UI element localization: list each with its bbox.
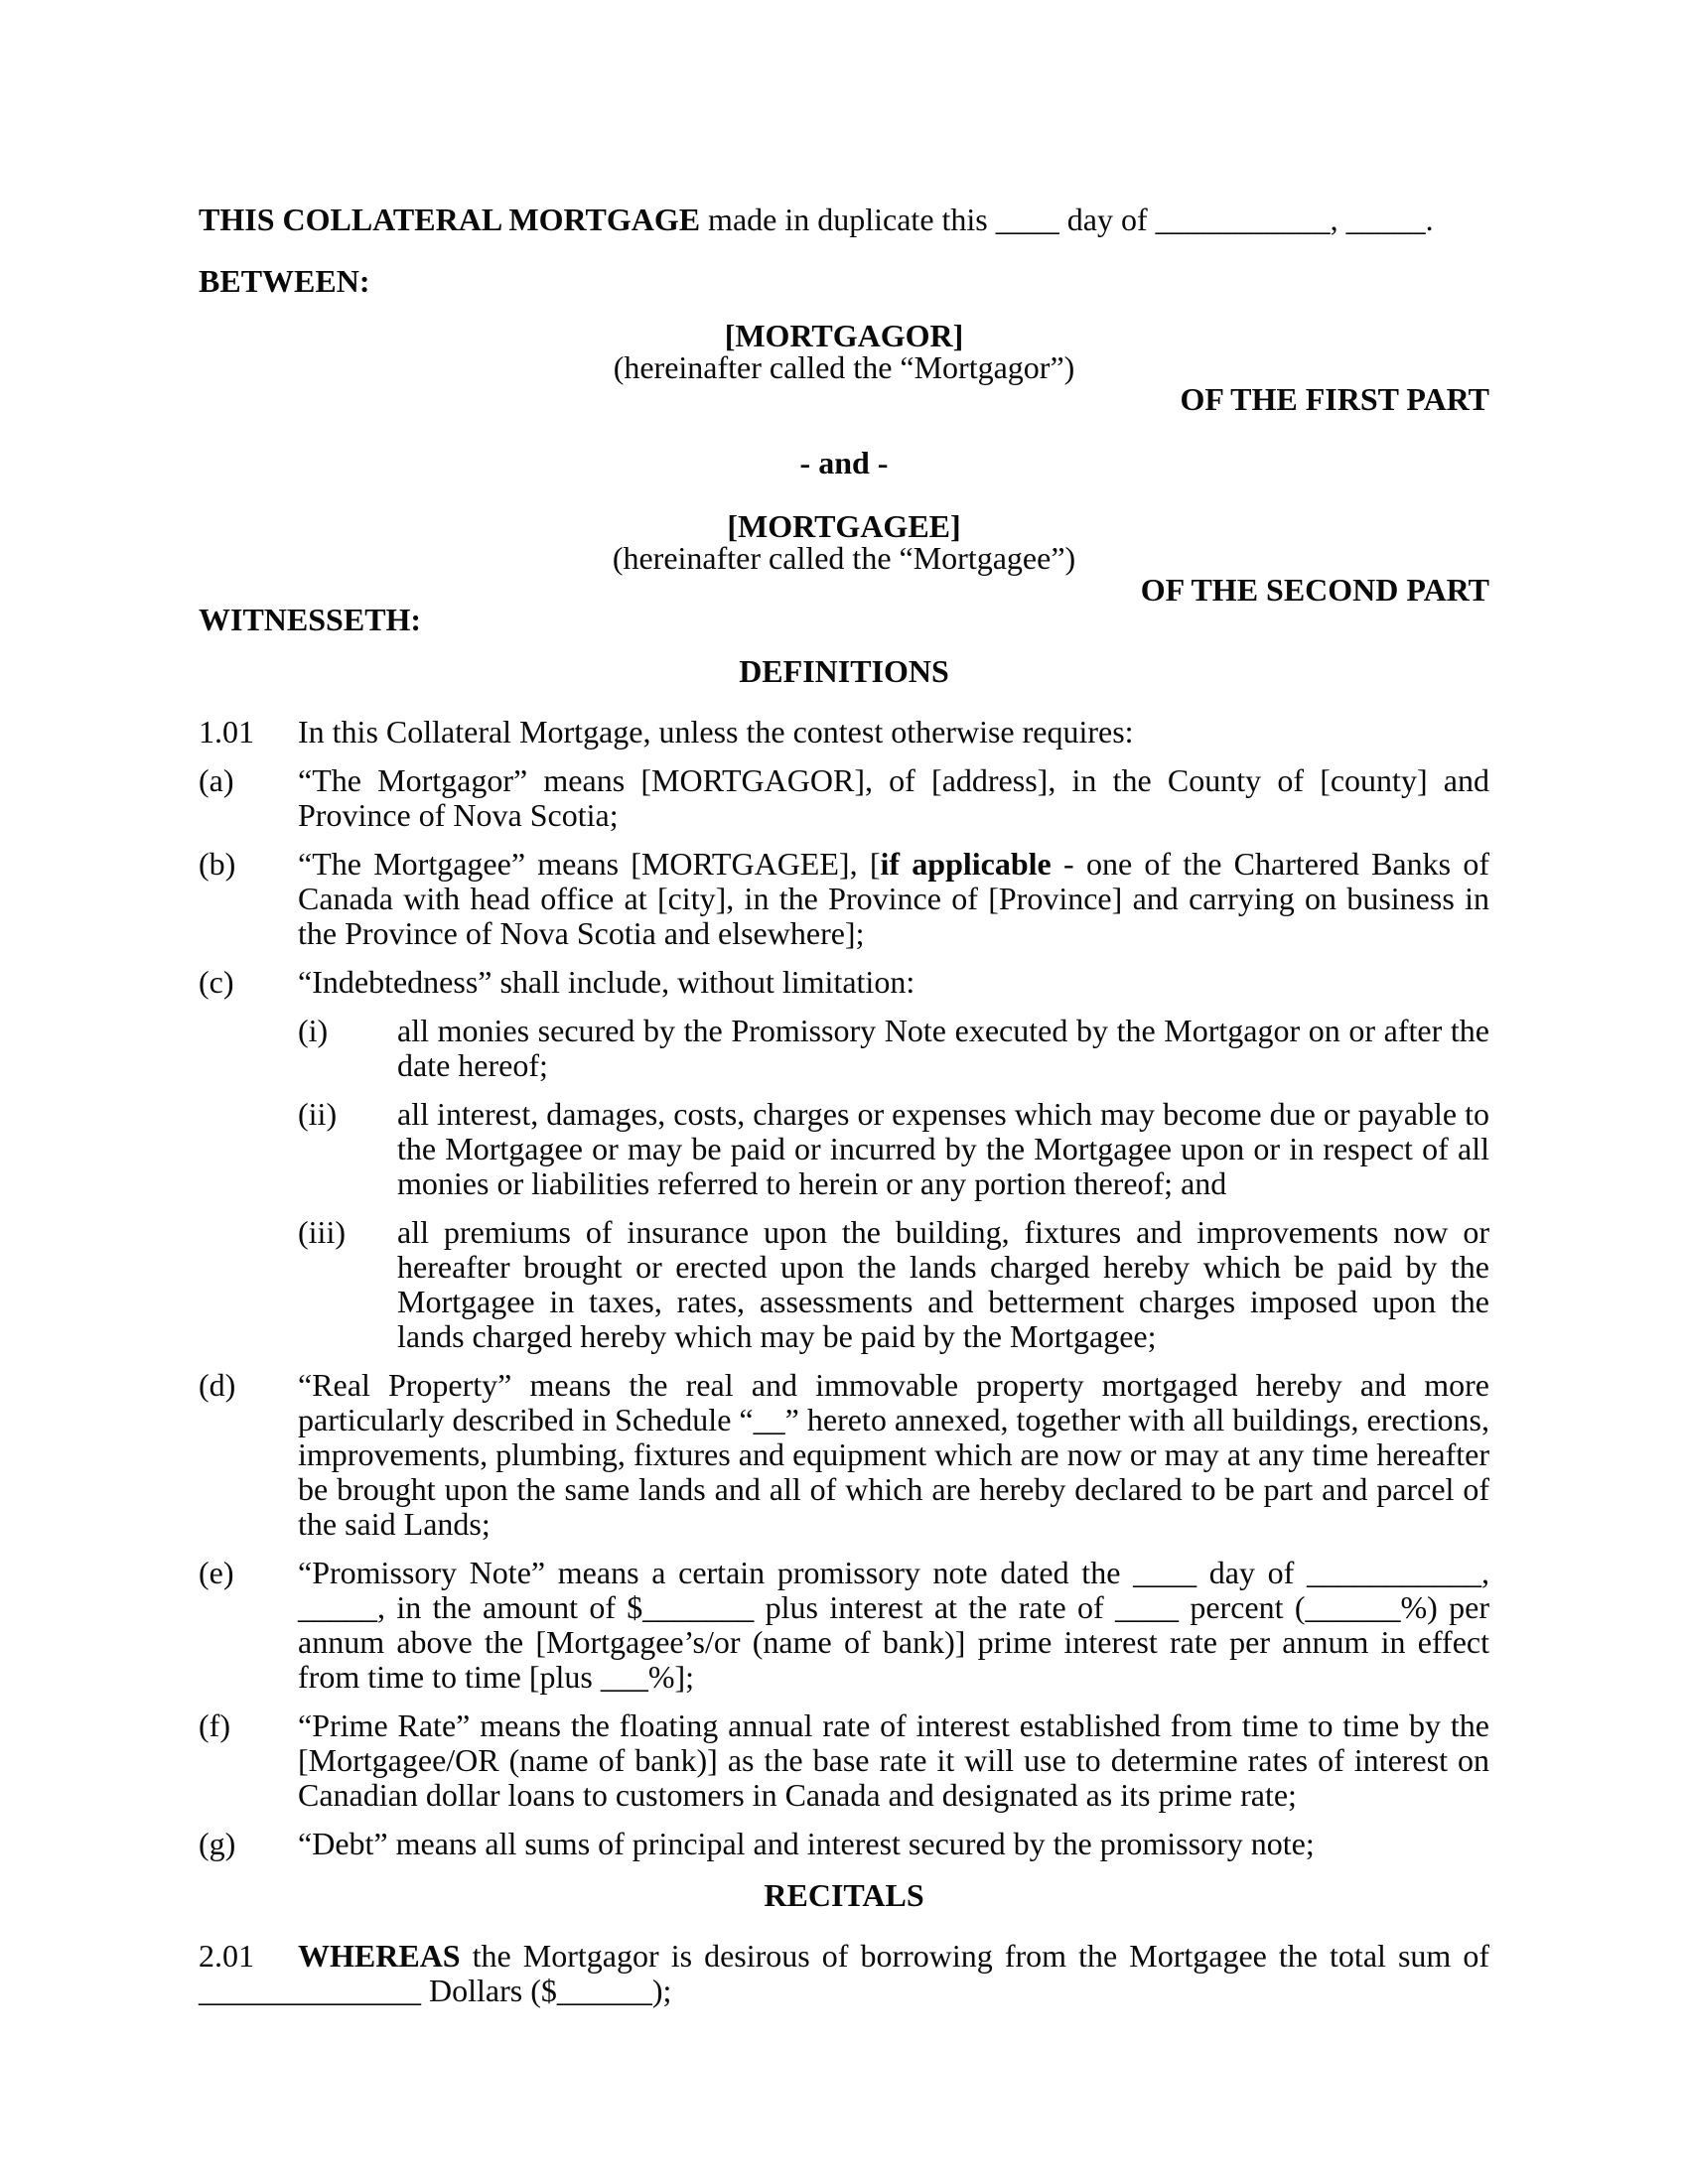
clause-number: (e): [199, 1555, 234, 1590]
clause-text: [298, 846, 1489, 951]
clause-e: [199, 1556, 1489, 1695]
party-second-name: [MORTGAGEE]: [727, 508, 961, 544]
clause-ii: [199, 1097, 1489, 1201]
clause-text: [199, 1938, 1489, 2008]
clause-number: (d): [199, 1367, 236, 1403]
text-segment: “Indebtedness” shall include, without limitation:: [298, 964, 915, 1000]
sections: [199, 653, 1489, 2008]
part-label-second: OF THE SECOND PART: [1140, 572, 1489, 608]
clause-b: [199, 847, 1489, 951]
document-page: [199, 202, 1489, 2022]
clause-text: [397, 1214, 1489, 1354]
clause-i: [199, 1014, 1489, 1083]
clause-d: [199, 1368, 1489, 1542]
party-second-alias: (hereinafter called the “Mortgagee”): [612, 540, 1076, 576]
text-segment: “Prime Rate” means the floating annual rate of interest established from time to time by the [Mortgagee/OR (name of bank)] as the base rate it will use to determine rates of interest on Canadian dollar loans to customers in Canada and designated as its prime rate;: [298, 1707, 1489, 1813]
clause-number: 2.01: [199, 1938, 254, 1974]
clause-f: [199, 1708, 1489, 1813]
clause-number: (c): [199, 964, 234, 1000]
clause-text: [397, 1013, 1489, 1083]
intro-clause: [199, 202, 1489, 237]
clause-201: [199, 1939, 1489, 2008]
clause-a: [199, 763, 1489, 833]
text-segment: “Real Property” means the real and immovable property mortgaged hereby and more particularly described in Schedule “__” hereto annexed, together with all buildings, erections, improvements, plumbing, fixtures and equipment which are now or may at any time hereafter be brought upon the same lands and all of which are hereby declared to be part and parcel of the said Lands;: [298, 1367, 1489, 1542]
clause-c: [199, 965, 1489, 1000]
clause-number: (b): [199, 846, 236, 882]
clause-number: (f): [199, 1707, 230, 1743]
text-segment: “The Mortgagor” means [MORTGAGOR], of [address], in the County of [county] and Province of Nova Scotia;: [298, 762, 1489, 833]
bold-text-segment: THIS COLLATERAL MORTGAGE: [199, 202, 701, 237]
party-block-second: [199, 510, 1489, 574]
clause-text: [298, 964, 914, 1000]
text-segment: all monies secured by the Promissory Note executed by the Mortgagor on or after the date hereof;: [397, 1013, 1489, 1083]
section-heading: DEFINITIONS: [739, 653, 949, 689]
text-segment: In this Collateral Mortgage, unless the contest otherwise requires:: [298, 714, 1134, 750]
clause-number: (g): [199, 1826, 236, 1861]
bold-text-segment: WHEREAS: [298, 1938, 461, 1974]
party-block-first: [199, 320, 1489, 383]
clause-number: (iii): [298, 1214, 346, 1250]
clause-text: [298, 1707, 1489, 1813]
text-segment: “The Mortgagee” means [MORTGAGEE], [: [298, 846, 881, 882]
and-separator: - and -: [799, 445, 889, 480]
text-segment: “Debt” means all sums of principal and interest secured by the promissory note;: [298, 1826, 1315, 1861]
text-segment: all premiums of insurance upon the building, fixtures and improvements now or hereafter brought or erected upon the lands charged hereby which be paid by the Mortgagee in taxes, rates, assessments and betterment charges imposed upon the lands charged hereby which may be paid by the Mortgagee;: [397, 1214, 1489, 1354]
text-segment: made in duplicate this ____ day of ___________, _____.: [700, 202, 1434, 237]
clause-iii: [199, 1215, 1489, 1354]
party-first-alias: (hereinafter called the “Mortgagor”): [613, 349, 1075, 385]
clause-text: [298, 762, 1489, 833]
clause-text: [298, 714, 1134, 750]
clause-text: [397, 1096, 1489, 1201]
text-segment: - one of the Chartered Banks of Canada with head office at [city], in the Province of [Province] and carrying on business in the Province of Nova Scotia and elsewhere];: [298, 846, 1490, 951]
clause-101: [199, 715, 1489, 750]
witnesseth-label: WITNESSETH:: [199, 602, 422, 637]
text-segment: “Promissory Note” means a certain promissory note dated the ____ day of ___________, _____, in the amount of $_______ plus interest at the rate of ____ percent (______%) per annum above the [Mortgagee’s/or (name of bank)] prime interest rate per annum in effect from time to time [plus ___%];: [298, 1555, 1489, 1695]
part-label-first: OF THE FIRST PART: [1180, 381, 1489, 417]
party-first-name: [MORTGAGOR]: [724, 318, 964, 353]
between-label: BETWEEN:: [199, 263, 370, 299]
text-segment: the Mortgagor is desirous of borrowing from the Mortgagee the total sum of ______________ Dollars ($______);: [199, 1938, 1489, 2008]
clause-number: (ii): [298, 1096, 338, 1132]
bold-text-segment: if applicable: [880, 846, 1052, 882]
clause-g: [199, 1827, 1489, 1861]
clause-text: [298, 1367, 1489, 1542]
text-segment: all interest, damages, costs, charges or expenses which may become due or payable to the Mortgagee or may be paid or incurred by the Mortgagee upon or in respect of all monies or liabilities referred to herein or any portion thereof; and: [397, 1096, 1489, 1201]
clause-number: (i): [298, 1013, 329, 1048]
clause-number: 1.01: [199, 714, 254, 750]
clause-text: [298, 1555, 1489, 1695]
clause-number: (a): [199, 762, 234, 798]
section-heading: RECITALS: [764, 1877, 924, 1913]
clause-text: [298, 1826, 1315, 1861]
